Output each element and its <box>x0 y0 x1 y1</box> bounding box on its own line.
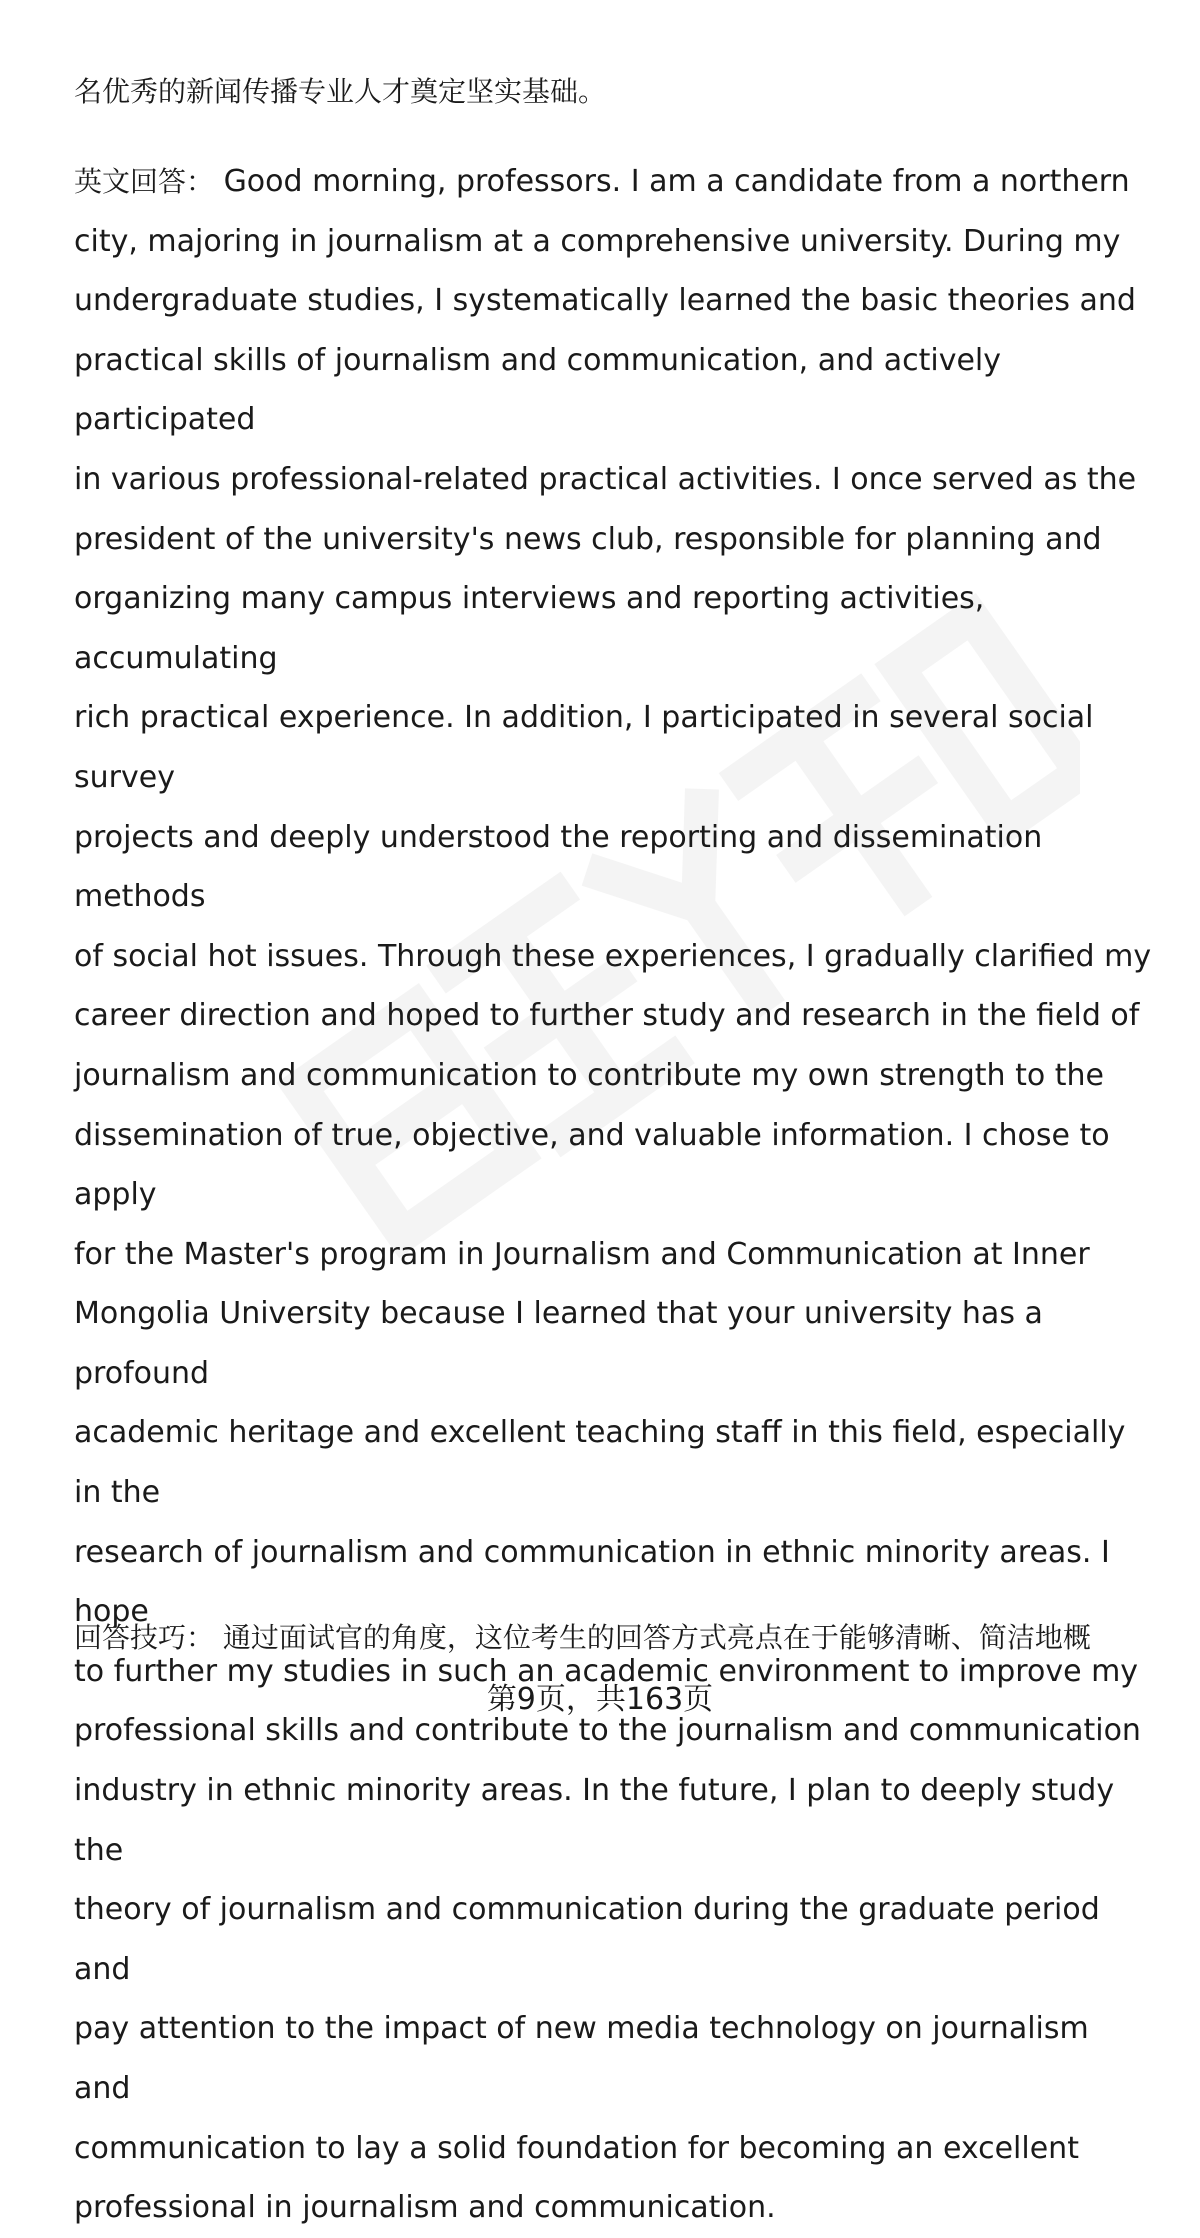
main-content <box>74 62 1154 2238</box>
english-answer-paragraph <box>74 152 1154 2238</box>
tips-label: 回答技巧： <box>74 1621 215 1654</box>
answer-tips-line <box>74 1612 1174 1664</box>
answer-label: 英文回答： <box>74 165 215 198</box>
page-number-footer: 第9页，共163页 <box>486 1682 714 1717</box>
tips-text: 通过面试官的角度，这位考生的回答方式亮点在于能够清晰、简洁地概 <box>222 1621 1091 1654</box>
previous-paragraph-tail: 名优秀的新闻传播专业人才奠定坚实基础。 <box>74 75 607 108</box>
answer-text: Good morning, professors. I am a candidate from a northern city, majoring in journalism at a comprehensive university. During my undergraduate studies, I systematically learned the basic theories and practical skills of journalism and communication, and actively participated in various professional-related practical activities. I once served as the president of the university's news club, responsible for planning and organizing many campus interviews and reporting activities, accumulating rich practical experience. In addition, I participated in several social survey projects and deeply understood the reporting and dissemination methods of social hot issues. Through these experiences, I gradually clarified my career direction and hoped to further study and research in the field of journalism and communication to contribute my own strength to the dissemination of true, objective, and valuable information. I chose to apply for the Master's program in Journalism and Communication at Inner Mongolia University because I learned that your university has a profound academic heritage and excellent teaching staff in this field, especially in the research of journalism and communication in ethnic minority areas. I hope to further my studies in such an academic environment to improve my professional skills and contribute to the journalism and communication industry in ethnic minority areas. In the future, I plan to deeply study the theory of journalism and communication during the graduate period and pay attention to the impact of new media technology on journalism and communication to lay a solid foundation for becoming an excellent professional in journalism and communication. <box>74 164 1152 2226</box>
